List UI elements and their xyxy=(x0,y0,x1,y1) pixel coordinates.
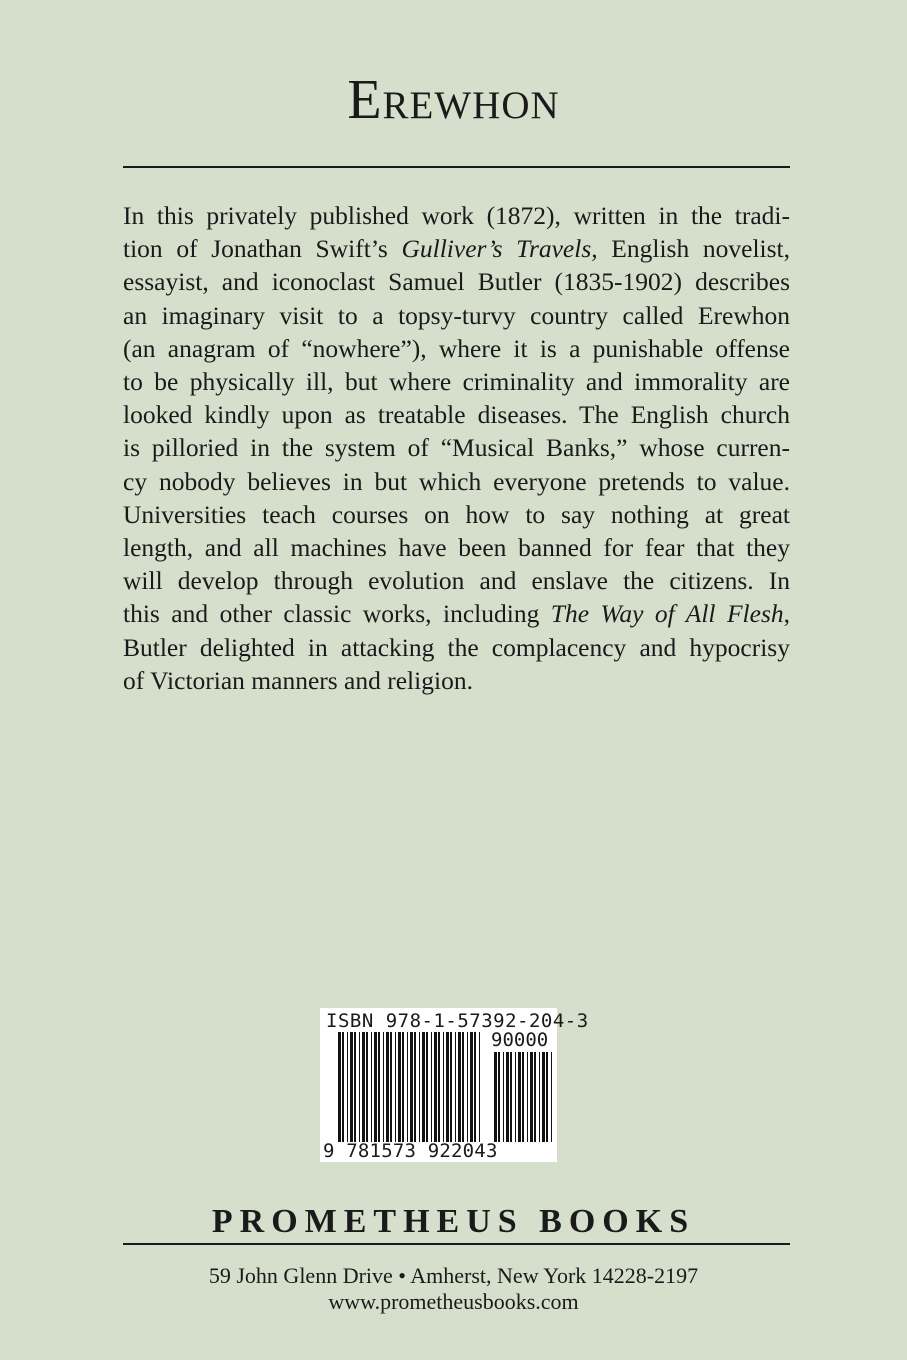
blurb-line xyxy=(123,664,790,697)
blurb-italic-title: Gulliver’s Travels, xyxy=(401,234,598,264)
blurb-segment: Universities teach courses on how to say nothing at great xyxy=(123,499,790,529)
blurb-line xyxy=(123,431,790,464)
blurb-segment: looked kindly upon as treatable diseases. The English church xyxy=(123,400,790,430)
blurb-segment: of Victorian manners and religion. xyxy=(123,665,473,695)
blurb-segment: , xyxy=(783,599,790,629)
publisher-website: www.prometheusbooks.com xyxy=(328,1289,579,1314)
blurb-segment: In this privately published work (1872), written in the tradi- xyxy=(123,201,790,230)
publisher-name: PROMETHEUS BOOKS xyxy=(211,1203,696,1240)
blurb-line xyxy=(123,199,790,232)
blurb-segment: this and other classic works, including xyxy=(123,599,551,629)
blurb-line xyxy=(123,398,790,431)
blurb-line xyxy=(123,631,790,664)
publisher-address: 59 John Glenn Drive • Amherst, New York 14228-2197 xyxy=(208,1263,699,1288)
blurb-segment: length, and all machines have been banned for fear that they xyxy=(123,533,790,563)
blurb-line xyxy=(123,498,790,531)
blurb-segment: is pilloried in the system of “Musical Banks,” whose curren- xyxy=(123,433,790,463)
blurb-segment: tion of Jonathan Swift’s xyxy=(123,234,402,264)
blurb-line xyxy=(123,465,790,498)
blurb-line xyxy=(123,232,790,265)
blurb-line xyxy=(123,531,790,564)
blurb-segment: an imaginary visit to a topsy-turvy country called Erewhon xyxy=(123,300,790,330)
blurb-line xyxy=(123,564,790,597)
blurb-segment: cy nobody believes in but which everyone pretends to value. xyxy=(123,466,790,496)
barcode-bars xyxy=(320,1008,557,1162)
blurb-line xyxy=(123,332,790,365)
blurb-segment: English novelist, xyxy=(597,234,790,264)
publisher-divider xyxy=(123,1243,790,1245)
blurb-segment: essayist, and iconoclast Samuel Butler (1835-1902) describes xyxy=(123,267,790,297)
blurb-segment: Butler delighted in attacking the complacency and hypocrisy xyxy=(123,632,790,662)
blurb-segment: will develop through evolution and enslave the citizens. In xyxy=(123,566,790,596)
isbn-label: ISBN 978-1-57392-204-3 xyxy=(326,1010,589,1032)
blurb-segment: (an anagram of “nowhere”), where it is a punishable offense xyxy=(123,333,790,363)
blurb-line xyxy=(123,265,790,298)
blurb-text xyxy=(123,199,790,697)
blurb-italic-title: The Way of All Flesh xyxy=(550,599,784,629)
ean-digits: 9 781573 922043 xyxy=(323,1140,498,1162)
blurb-line xyxy=(123,299,790,332)
blurb-segment: to be physically ill, but where criminality and immorality are xyxy=(123,367,790,397)
blurb-line xyxy=(123,597,790,630)
book-title: Erewhon xyxy=(347,69,560,131)
title-divider xyxy=(123,166,790,168)
isbn-barcode xyxy=(320,1008,589,1162)
addon-digits: 90000 xyxy=(491,1029,549,1051)
blurb-line xyxy=(123,365,790,398)
